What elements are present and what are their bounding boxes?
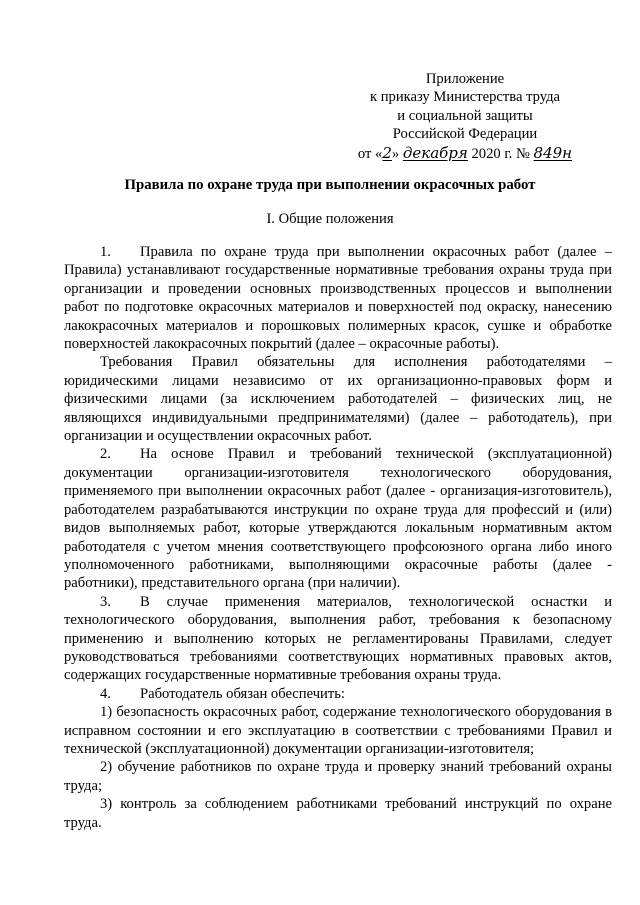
paragraph-text: В случае применения материалов, технологической оснастки и технологического оборудования, выполнения работ, требования к безопасному применению и выполнению которых не регламентированы Правилами, следует руководствоваться требованиями соответствующих нормативных правовых актов, содержащих государственные нормативные требования охраны труда. [64,593,612,684]
paragraph-text: 3) контроль за соблюдением работниками требований инструкций по охране труда. [64,796,612,831]
paragraph-number: 1. [100,244,111,260]
appendix-label: Приложение [425,71,505,87]
paragraph-text: На основе Правил и требований технической (эксплуатационной) документации организации-изготовителя технологического оборудования, применяемого при выполнении окрасочных работ (далее - организация-изготовитель), работодателем разрабатываются инструкции по охране труда для профессий и (или) видов выполняемых работ, которые утверждаются локальным нормативным актом работодателя с учетом мнения соответствующего профсоюзного органа либо иного уполномоченного работниками, выполняющими окрасочные работы (далее - работники), представительного органа (при наличии). [64,446,612,592]
appendix-country-line: Российской Федерации [392,126,538,143]
date-year: 2020 г. № [467,145,534,162]
appendix-ministry-line: и социальной защиты [397,107,533,124]
paragraph-number: 4. [100,685,111,702]
list-item-1 [64,703,612,758]
paragraph-text: 1) безопасность окрасочных работ, содержание технологического оборудования в исправном состоянии и его эксплуатацию в соответствии с требованиями Правил и технической (эксплуатационной) документации организации-изготовителя; [64,704,612,757]
handwritten-day: 2 [382,143,392,162]
appendix-order-line: к приказу Министерства труда [369,89,561,106]
paragraph-number: 3. [100,593,111,610]
paragraph-1 [64,243,612,353]
paragraph-2 [64,445,612,592]
paragraph-text: 2) обучение работников по охране труда и проверку знаний требований охраны труда; [64,759,612,794]
paragraph-4 [64,685,612,703]
appendix-header [330,70,600,163]
section-heading: I. Общие положения [266,211,394,227]
paragraph-1-continued [64,353,612,445]
handwritten-month: декабря [402,143,468,162]
paragraph-3 [64,593,612,685]
paragraph-text: Работодатель обязан обеспечить: [140,685,345,702]
document-body [64,243,612,832]
date-prefix: от « [357,145,383,162]
handwritten-order-number: 849н [533,143,573,162]
date-mid: » [391,145,403,162]
list-item-3 [64,795,612,832]
list-item-2 [64,758,612,795]
document-title: Правила по охране труда при выполнении окрасочных работ [124,177,536,193]
paragraph-text: Правила по охране труда при выполнении окрасочных работ (далее – Правила) устанавливают государственные нормативные требования охраны труда при организации и проведении основных производственных процессов и выполнении работ по подготовке окрасочных материалов и поверхностей под окраску, нанесению лакокрасочных материалов и порошковых полимерных красок, сушке и обработке поверхностей лакокрасочных покрытий (далее – окрасочные работы). [64,244,612,353]
appendix-date-line [330,144,600,163]
paragraph-text: Требования Правил обязательны для исполнения работодателями – юридическими лицами независимо от их организационно-правовых форм и физическими лицами (за исключением работодателей – физических лиц, не являющихся индивидуальными предпринимателями) (далее – работодатель), при организации и осуществлении окрасочных работ. [64,354,612,445]
paragraph-number: 2. [100,446,111,463]
